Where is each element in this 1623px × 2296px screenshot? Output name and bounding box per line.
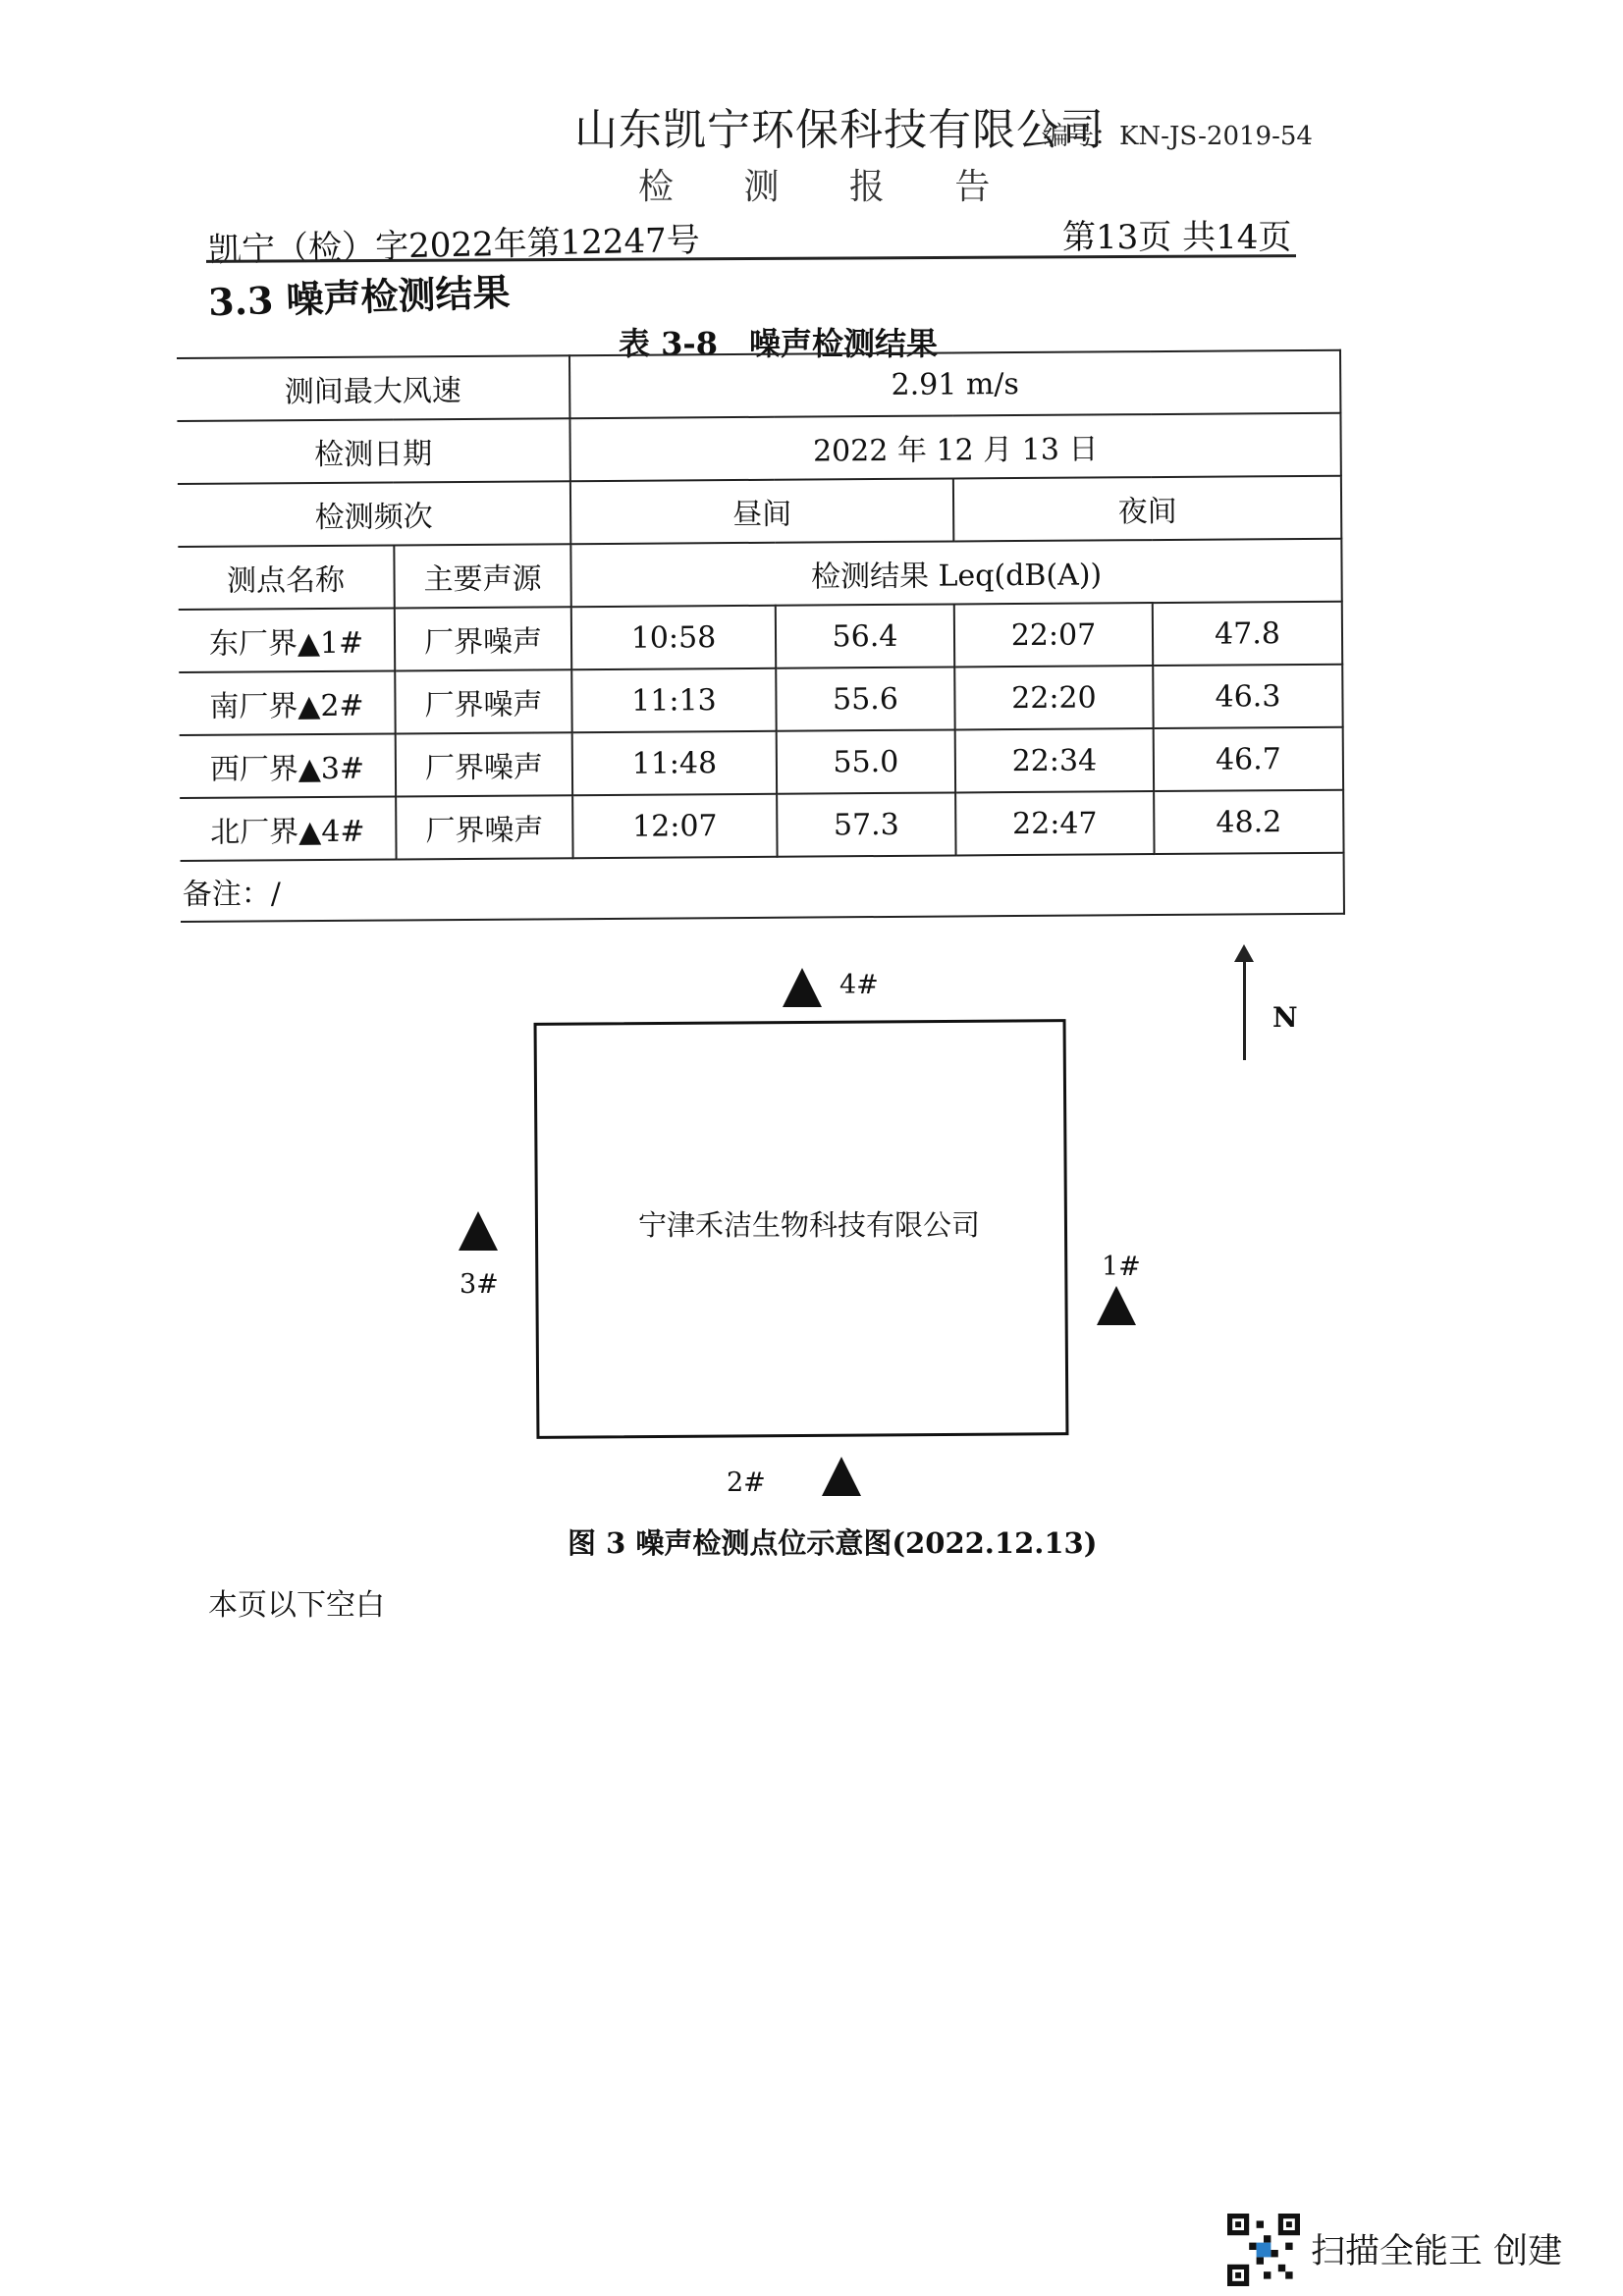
triangle-marker-icon bbox=[459, 1211, 498, 1251]
point-label-2: 2# bbox=[727, 1468, 766, 1498]
table-row bbox=[180, 790, 1343, 861]
table-title: 表 3-8 噪声检测结果 bbox=[619, 325, 938, 362]
table-row bbox=[177, 350, 1340, 421]
day-time: 11:13 bbox=[571, 668, 776, 732]
triangle-marker-icon bbox=[783, 968, 822, 1007]
night-time: 22:20 bbox=[954, 666, 1153, 729]
point-label-1: 1# bbox=[1102, 1252, 1141, 1282]
day-value: 57.3 bbox=[777, 792, 955, 856]
point-label-4: 4# bbox=[839, 970, 879, 1000]
period-label: 检测频次 bbox=[178, 481, 570, 547]
day-time: 10:58 bbox=[571, 606, 776, 669]
triangle-marker-icon bbox=[822, 1457, 861, 1496]
table-remark: 备注：/ bbox=[181, 853, 1344, 922]
wind-label: 测间最大风速 bbox=[177, 355, 569, 421]
night-value: 47.8 bbox=[1153, 602, 1342, 666]
noise-source: 厂界噪声 bbox=[395, 607, 571, 670]
date-label: 检测日期 bbox=[177, 418, 569, 484]
report-subtitle: 检 测 报 告 bbox=[638, 167, 1020, 207]
night-value: 48.2 bbox=[1154, 790, 1343, 854]
qr-code-icon bbox=[1227, 2214, 1300, 2286]
wind-value: 2.91 m/s bbox=[569, 350, 1340, 418]
point-name: 南厂界▲2# bbox=[179, 670, 395, 735]
point-label-3: 3# bbox=[460, 1269, 499, 1300]
point-name: 北厂界▲4# bbox=[180, 796, 396, 861]
company-name: 山东凯宁环保科技有限公司 bbox=[574, 105, 1105, 155]
noise-source: 厂界噪声 bbox=[396, 732, 572, 796]
night-value: 46.7 bbox=[1154, 727, 1343, 791]
site-name: 宁津禾洁生物科技有限公司 bbox=[638, 1208, 981, 1242]
table-row bbox=[177, 413, 1340, 484]
table-row bbox=[179, 602, 1342, 672]
point-name: 东厂界▲1# bbox=[179, 608, 395, 672]
day-time: 11:48 bbox=[572, 731, 777, 795]
section-title: 3.3 噪声检测结果 bbox=[207, 269, 512, 325]
table-row bbox=[178, 539, 1341, 610]
noise-source: 厂界噪声 bbox=[395, 669, 571, 733]
table-row bbox=[181, 853, 1344, 922]
night-value: 46.3 bbox=[1153, 665, 1342, 728]
day-time: 12:07 bbox=[572, 794, 777, 858]
report-number: 凯宁（检）字2022年第12247号 bbox=[207, 220, 701, 271]
table-row bbox=[179, 665, 1342, 735]
col-source-header: 主要声源 bbox=[394, 544, 570, 608]
night-label: 夜间 bbox=[953, 476, 1341, 542]
table-row bbox=[178, 476, 1341, 547]
date-value: 2022 年 12 月 13 日 bbox=[569, 413, 1340, 481]
north-arrow-line bbox=[1243, 952, 1246, 1060]
day-value: 56.4 bbox=[776, 604, 954, 667]
scanner-watermark: 扫描全能王 创建 bbox=[1311, 2232, 1563, 2271]
triangle-marker-icon bbox=[1097, 1286, 1136, 1325]
night-time: 22:47 bbox=[955, 791, 1154, 855]
night-time: 22:07 bbox=[954, 603, 1153, 667]
day-value: 55.0 bbox=[777, 729, 955, 793]
point-name: 西厂界▲3# bbox=[180, 733, 396, 798]
col-point-header: 测点名称 bbox=[178, 545, 394, 610]
day-label: 昼间 bbox=[570, 478, 953, 544]
noise-result-table bbox=[177, 349, 1345, 923]
north-label: N bbox=[1272, 1001, 1298, 1034]
page-info: 第13页 共14页 bbox=[1062, 218, 1292, 257]
document-code: 编号：KN-JS-2019-54 bbox=[1043, 122, 1313, 151]
noise-source: 厂界噪声 bbox=[396, 795, 572, 859]
day-value: 55.6 bbox=[776, 667, 954, 730]
blank-note: 本页以下空白 bbox=[208, 1588, 385, 1623]
table-row bbox=[180, 727, 1343, 798]
col-result-header: 检测结果 Leq(dB(A)) bbox=[570, 539, 1341, 607]
figure-caption: 图 3 噪声检测点位示意图(2022.12.13) bbox=[568, 1526, 1098, 1560]
night-time: 22:34 bbox=[955, 728, 1154, 792]
